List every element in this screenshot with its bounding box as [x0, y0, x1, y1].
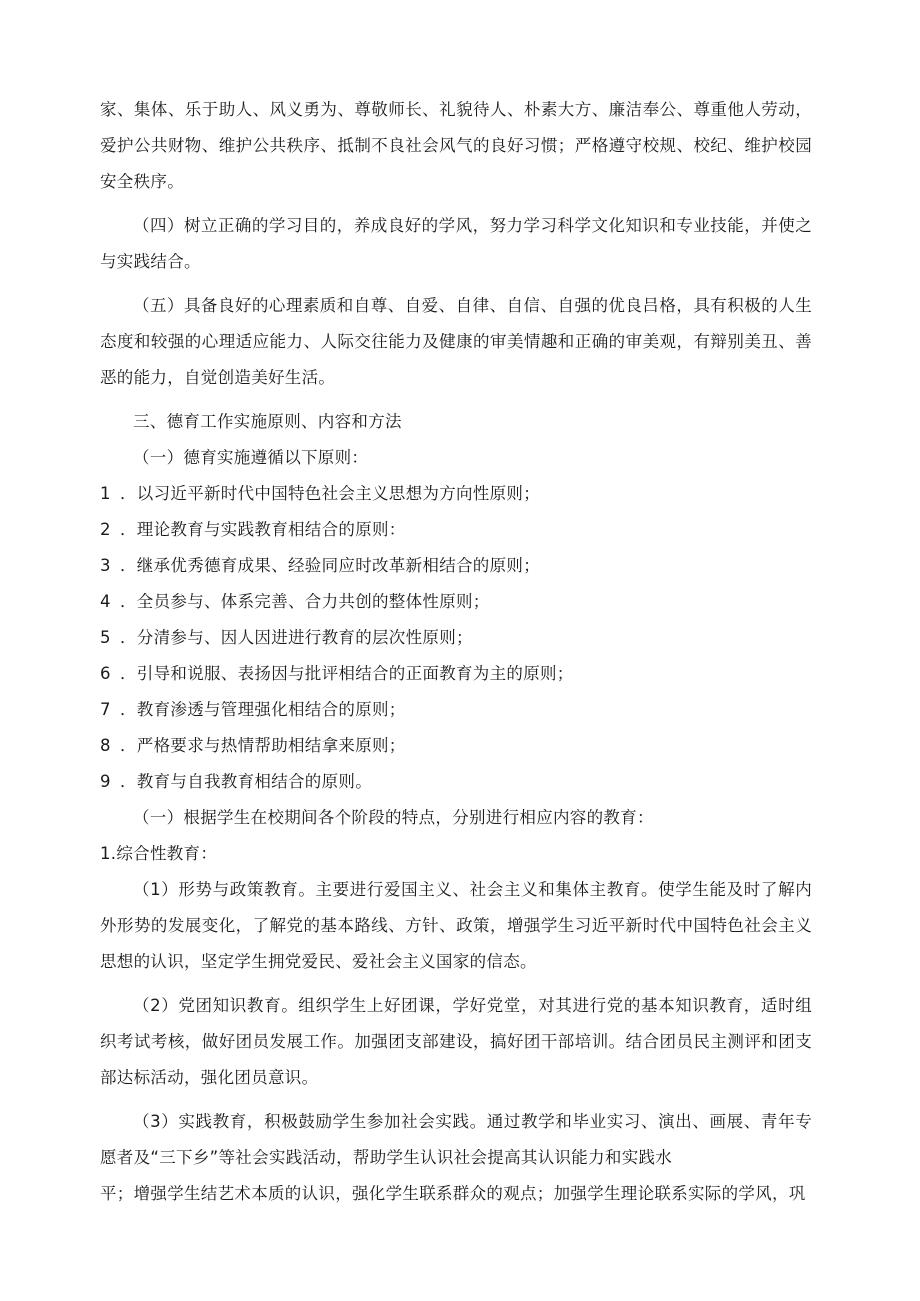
- list-item: 8 ．严格要求与热情帮助相结拿来原则；: [100, 736, 406, 755]
- list-item: 4 ．全员参与、体系完善、合力共创的整体性原则；: [100, 592, 490, 611]
- list-item: 5 ．分清参与、因人因进进行教育的层次性原则；: [100, 628, 473, 647]
- list-item: 6 ．引导和说服、表扬因与批评相结合的正面教育为主的原则；: [100, 664, 574, 683]
- list-item: 3 ．继承优秀德育成果、经验同应时改革新相结合的原则；: [100, 556, 540, 575]
- subheading-stages: （一）根据学生在校期间各个阶段的特点，分别进行相应内容的教育：: [133, 808, 654, 827]
- paragraph-practice-continued: 平；增强学生结艺术本质的认识，强化学生联系群众的观点；加强学生理论联系实际的学风，巩: [100, 1184, 806, 1203]
- list-item: 7 ．教育渗透与管理强化相结合的原则；: [100, 700, 406, 719]
- paragraph-study-goal: （四）树立正确的学习目的，养成良好的学风，努力学习科学文化知识和专业技能，并使之与实践结合。: [100, 216, 812, 271]
- paragraph-policy-education: （1）形势与政策教育。主要进行爱国主义、社会主义和集体主教育。使学生能及时了解内外形势的发展变化，了解党的基本路线、方针、政策，增强学生习近平新时代中国特色社会主义思想的认识，坚定学生拥党爱民、爱社会主义国家的信态。: [100, 880, 812, 971]
- paragraph-practice-education: （3）实践教育，积极鼓励学生参加社会实践。通过教学和毕业实习、演出、画展、青年专愿者及“三下乡”等社会实践活动，帮助学生认识社会提高其认识能力和实践水: [100, 1112, 812, 1167]
- principles-list: [100, 476, 812, 800]
- subheading-principles: （一）德育实施遵循以下原则：: [133, 448, 369, 467]
- paragraph-psychology: （五）具备良好的心理素质和自尊、自爱、自律、自信、自强的优良吕格，具有积极的人生态度和较强的心理适应能力、人际交往能力及健康的审美情趣和正确的审美观，有辩别美丑、善恶的能力，自觉创造美好生活。: [100, 296, 812, 387]
- paragraph-party-knowledge: （2）党团知识教育。组织学生上好团课，学好党堂，对其进行党的基本知识教育，适时组织考试考核，做好团员发展工作。加强团支部建设，搞好团干部培训。结合团员民主测评和团支部达标活动，强化团员意识。: [100, 996, 812, 1087]
- paragraph-conduct-habits: 家、集体、乐于助人、风义勇为、尊敬师长、礼貌待人、朴素大方、廉洁奉公、尊重他人劳动，爱护公共财物、维护公共秩序、抵制不良社会风气的良好习惯；严格遵守校规、校纪、维护校园安全秩序。: [100, 100, 812, 191]
- subheading-comprehensive: 1.综合性教育：: [100, 844, 218, 863]
- list-item: 1 ．以习近平新时代中国特色社会主义思想为方向性原则；: [100, 484, 540, 503]
- section-heading-3: 三、德育工作实施原则、内容和方法: [133, 412, 402, 431]
- list-item: 9 ．教育与自我教育相结合的原则。: [100, 772, 372, 791]
- document-body: [100, 92, 812, 1220]
- list-item: 2 ．理论教育与实践教育相结合的原则：: [100, 520, 406, 539]
